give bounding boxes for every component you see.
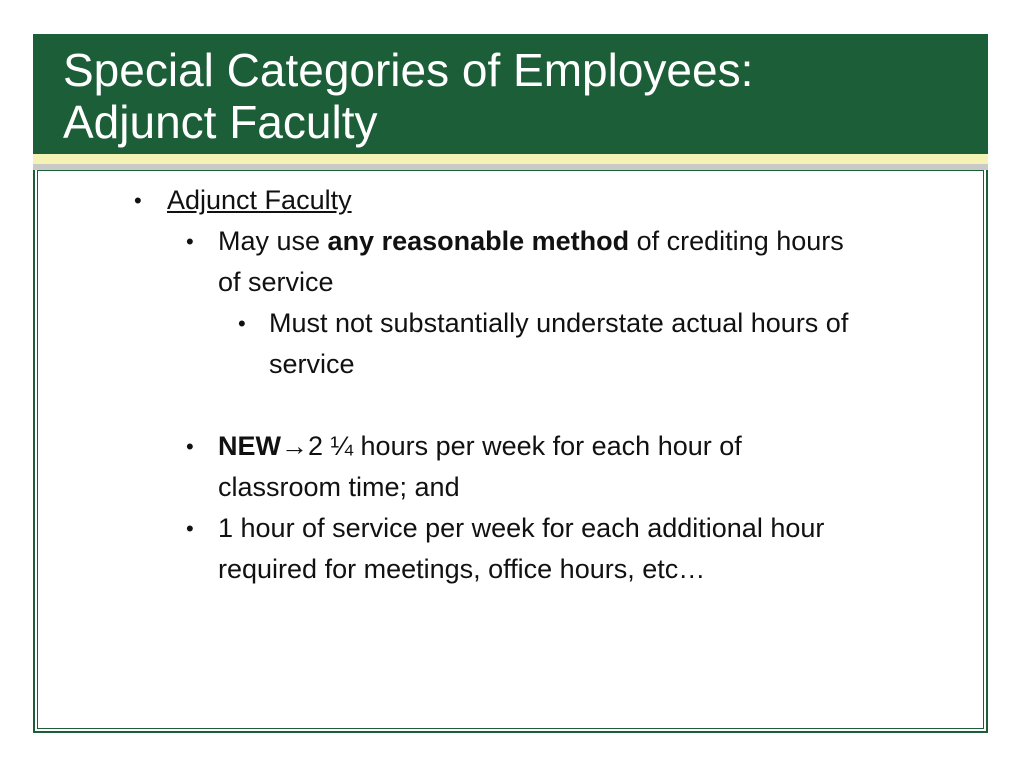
new-rule-text: 2 ¼ hours per week for each hour of classroom time; and — [218, 431, 742, 502]
title-line-2: Adjunct Faculty — [63, 96, 378, 148]
bullet-understate-note — [269, 303, 859, 385]
bullet-icon: • — [134, 188, 142, 213]
title-line-1: Special Categories of Employees: — [63, 44, 754, 96]
method-suffix: of crediting hours of service — [218, 226, 844, 297]
bullet-icon: • — [186, 434, 194, 459]
bullet-additional-hours — [218, 508, 868, 590]
bullet-adjunct-faculty — [167, 180, 867, 221]
adjunct-faculty-heading: Adjunct Faculty — [167, 185, 352, 215]
bullet-icon: • — [186, 516, 194, 541]
method-prefix: May use — [218, 226, 328, 256]
bullet-reasonable-method — [218, 221, 858, 303]
arrow-right-icon: → — [281, 431, 308, 461]
bullet-icon: • — [186, 229, 194, 254]
understate-note-text: Must not substantially understate actual hours of service — [269, 308, 849, 379]
bullet-new-rule — [218, 426, 858, 508]
bullet-icon: • — [238, 311, 246, 336]
method-emphasis: any reasonable method — [327, 226, 630, 256]
additional-hours-text: 1 hour of service per week for each additional hour required for meetings, office hours, etc… — [218, 513, 825, 584]
new-label: NEW — [218, 431, 281, 461]
